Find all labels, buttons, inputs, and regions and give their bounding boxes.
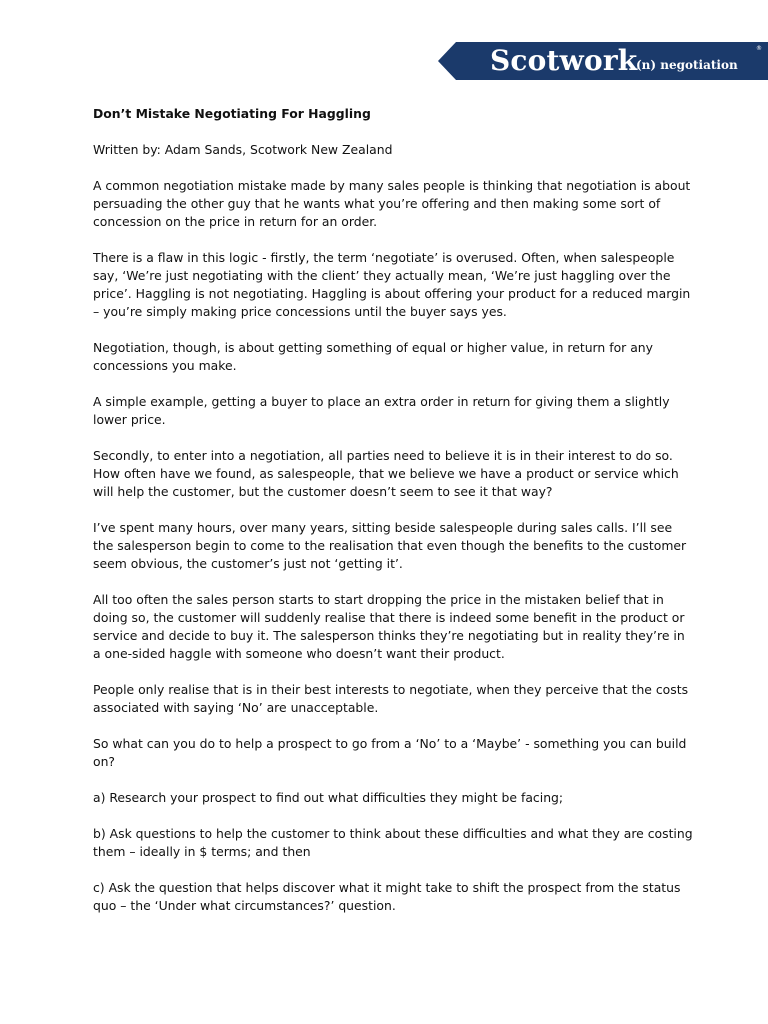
paragraph: I’ve spent many hours, over many years, sitting beside salespeople during sales calls. I’ll see the salesperson begin to come to the realisation that even though the benefits to the customer seem obvious, the customer’s just not ‘getting it’. — [93, 520, 687, 571]
paragraph: So what can you do to help a prospect to go from a ‘No’ to a ‘Maybe’ - something you can build on? — [93, 736, 687, 769]
registered-mark: ® — [756, 45, 762, 52]
paragraph: People only realise that is in their best interests to negotiate, when they perceive that the costs associated with saying ‘No’ are unacceptable. — [93, 682, 689, 715]
article-title: Don’t Mistake Negotiating For Haggling — [93, 106, 371, 121]
article-body — [93, 105, 693, 933]
logo-name: Scotwork — [490, 44, 638, 77]
paragraph: A common negotiation mistake made by many sales people is thinking that negotiation is about persuading the other guy that he wants what you’re offering and then making some sort of concession on the price in return for an order. — [93, 178, 691, 229]
paragraph: Secondly, to enter into a negotiation, all parties need to believe it is in their interest to do so. How often have we found, as salespeople, that we believe we have a product or service which will help the customer, but the customer doesn’t seem to see it that way? — [93, 448, 679, 499]
paragraph: Negotiation, though, is about getting something of equal or higher value, in return for any concessions you make. — [93, 340, 653, 373]
list-item-b: b) Ask questions to help the customer to think about these difficulties and what they are costing them – ideally in $ terms; and then — [93, 826, 693, 859]
list-item-a: a) Research your prospect to find out what difficulties they might be facing; — [93, 790, 564, 805]
article-byline: Written by: Adam Sands, Scotwork New Zealand — [93, 142, 393, 157]
logo-tagline: (n) negotiation — [636, 58, 738, 72]
scotwork-logo — [438, 42, 768, 80]
paragraph: All too often the sales person starts to start dropping the price in the mistaken belief that in doing so, the customer will suddenly realise that there is indeed some benefit in the product or service and decide to buy it. The salesperson thinks they’re negotiating but in reality they’re in a one-sided haggle with someone who doesn’t want their product. — [93, 592, 685, 661]
paragraph: There is a flaw in this logic - firstly, the term ‘negotiate’ is overused. Often, when salespeople say, ‘We’re just negotiating with the client’ they actually mean, ‘We’re just haggling over the price’. Haggling is not negotiating. Haggling is about offering your product for a reduced margin – you’re simply making price concessions until the buyer says yes. — [93, 250, 691, 319]
list-item-c: c) Ask the question that helps discover what it might take to shift the prospect from the status quo – the ‘Under what circumstances?’ question. — [93, 880, 681, 913]
paragraph: A simple example, getting a buyer to place an extra order in return for giving them a slightly lower price. — [93, 394, 670, 427]
